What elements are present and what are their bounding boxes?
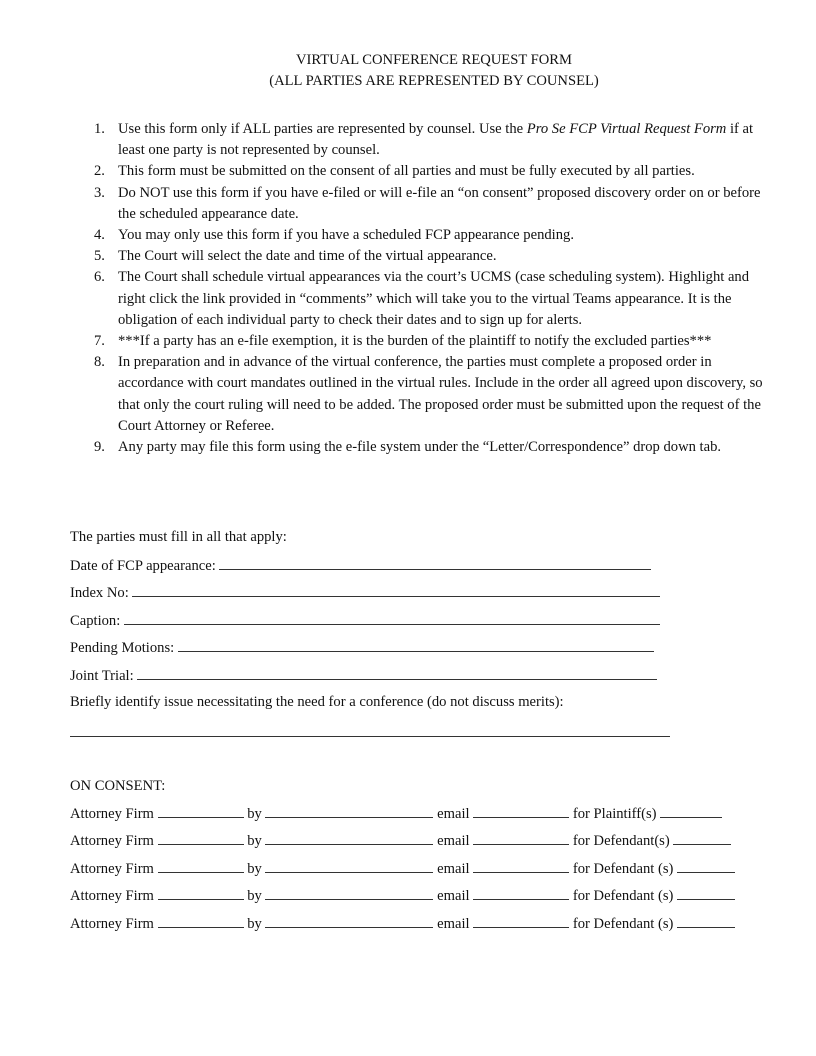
fill-in-intro: The parties must fill in all that apply:	[70, 529, 287, 545]
attorney-name-field[interactable]	[265, 830, 433, 845]
index-no-row	[70, 582, 660, 604]
email-field[interactable]	[473, 858, 569, 873]
consent-row-defendant: Attorney Firm by email for Defendant (s)	[70, 913, 735, 935]
attorney-name-field[interactable]	[265, 858, 433, 873]
index-no-label: Index No:	[70, 585, 129, 601]
form-title: VIRTUAL CONFERENCE REQUEST FORM	[295, 52, 573, 68]
instruction-item: 1. Use this form only if ALL parties are represented by counsel. Use the Pro Se FCP Virtual Request Form if at least one party is not represented by counsel.	[94, 121, 754, 159]
attorney-firm-field[interactable]	[158, 830, 244, 845]
pro-se-form-reference: Pro Se FCP Virtual Request Form	[526, 121, 727, 137]
email-field[interactable]	[473, 913, 569, 928]
form-subtitle: (ALL PARTIES ARE REPRESENTED BY COUNSEL)	[269, 73, 599, 89]
attorney-firm-field[interactable]	[158, 858, 244, 873]
instruction-item: 5. The Court will select the date and time of the virtual appearance.	[94, 248, 497, 265]
instruction-item: 4. You may only use this form if you have a scheduled FCP appearance pending.	[94, 227, 574, 244]
consent-row-defendant: Attorney Firm by email for Defendant (s)	[70, 858, 735, 880]
caption-field[interactable]	[124, 610, 660, 625]
caption-label: Caption:	[70, 613, 121, 629]
date-of-appearance-field[interactable]	[219, 555, 651, 570]
joint-trial-field[interactable]	[137, 665, 657, 680]
instruction-item: 2. This form must be submitted on the consent of all parties and must be fully executed by all parties.	[94, 163, 695, 180]
attorney-firm-field[interactable]	[158, 885, 244, 900]
issue-label: Briefly identify issue necessitating the need for a conference (do not discuss merits):	[70, 694, 564, 710]
instruction-item: 9. Any party may file this form using the e-file system under the “Letter/Correspondence” drop down tab.	[94, 439, 722, 456]
date-of-appearance-label: Date of FCP appearance:	[70, 558, 216, 574]
email-field[interactable]	[473, 830, 569, 845]
signature-field[interactable]	[677, 913, 735, 928]
caption-row	[70, 610, 660, 632]
signature-field[interactable]	[660, 803, 722, 818]
instructions-list	[70, 119, 770, 458]
email-field[interactable]	[473, 803, 569, 818]
signature-field[interactable]	[677, 858, 735, 873]
consent-row-defendant: Attorney Firm by email for Defendant(s)	[70, 830, 731, 852]
instruction-item: 8. In preparation and in advance of the virtual conference, the parties must complete a proposed order in accordance with court mandates outlined in the virtual rules. Include in the order all agreed upon discovery, so that only the court ruling will need to be added. The proposed order must be submitted upon the request of the Court Attorney or Referee.	[94, 354, 763, 434]
attorney-name-field[interactable]	[265, 913, 433, 928]
signature-field[interactable]	[673, 830, 731, 845]
index-no-field[interactable]	[132, 582, 660, 597]
instruction-item: 3. Do NOT use this form if you have e-filed or will e-file an “on consent” proposed discovery order on or before the scheduled appearance date.	[94, 184, 761, 222]
instruction-item: 7. ***If a party has an e-file exemption, it is the burden of the plaintiff to notify the excluded parties***	[94, 333, 712, 350]
consent-row-defendant: Attorney Firm by email for Defendant (s)	[70, 885, 735, 907]
attorney-name-field[interactable]	[265, 885, 433, 900]
instruction-item: 6. The Court shall schedule virtual appearances via the court’s UCMS (case scheduling system). Highlight and right click the link provided in “comments” which will take you to the virtual Teams appearance. It is the obligation of each individual party to check their dates and to sign up for alerts.	[94, 269, 750, 328]
on-consent-heading: ON CONSENT:	[70, 778, 166, 794]
consent-row-plaintiff: Attorney Firm by email for Plaintiff(s)	[70, 803, 722, 825]
email-field[interactable]	[473, 885, 569, 900]
attorney-name-field[interactable]	[265, 803, 433, 818]
date-of-appearance-row	[70, 555, 651, 577]
pending-motions-field[interactable]	[178, 637, 654, 652]
attorney-firm-field[interactable]	[158, 803, 244, 818]
issue-field[interactable]	[70, 722, 670, 737]
joint-trial-row	[70, 665, 657, 687]
attorney-firm-field[interactable]	[158, 913, 244, 928]
joint-trial-label: Joint Trial:	[70, 668, 134, 684]
pending-motions-label: Pending Motions:	[70, 640, 175, 656]
signature-field[interactable]	[677, 885, 735, 900]
issue-row	[70, 722, 670, 744]
pending-motions-row	[70, 637, 654, 659]
